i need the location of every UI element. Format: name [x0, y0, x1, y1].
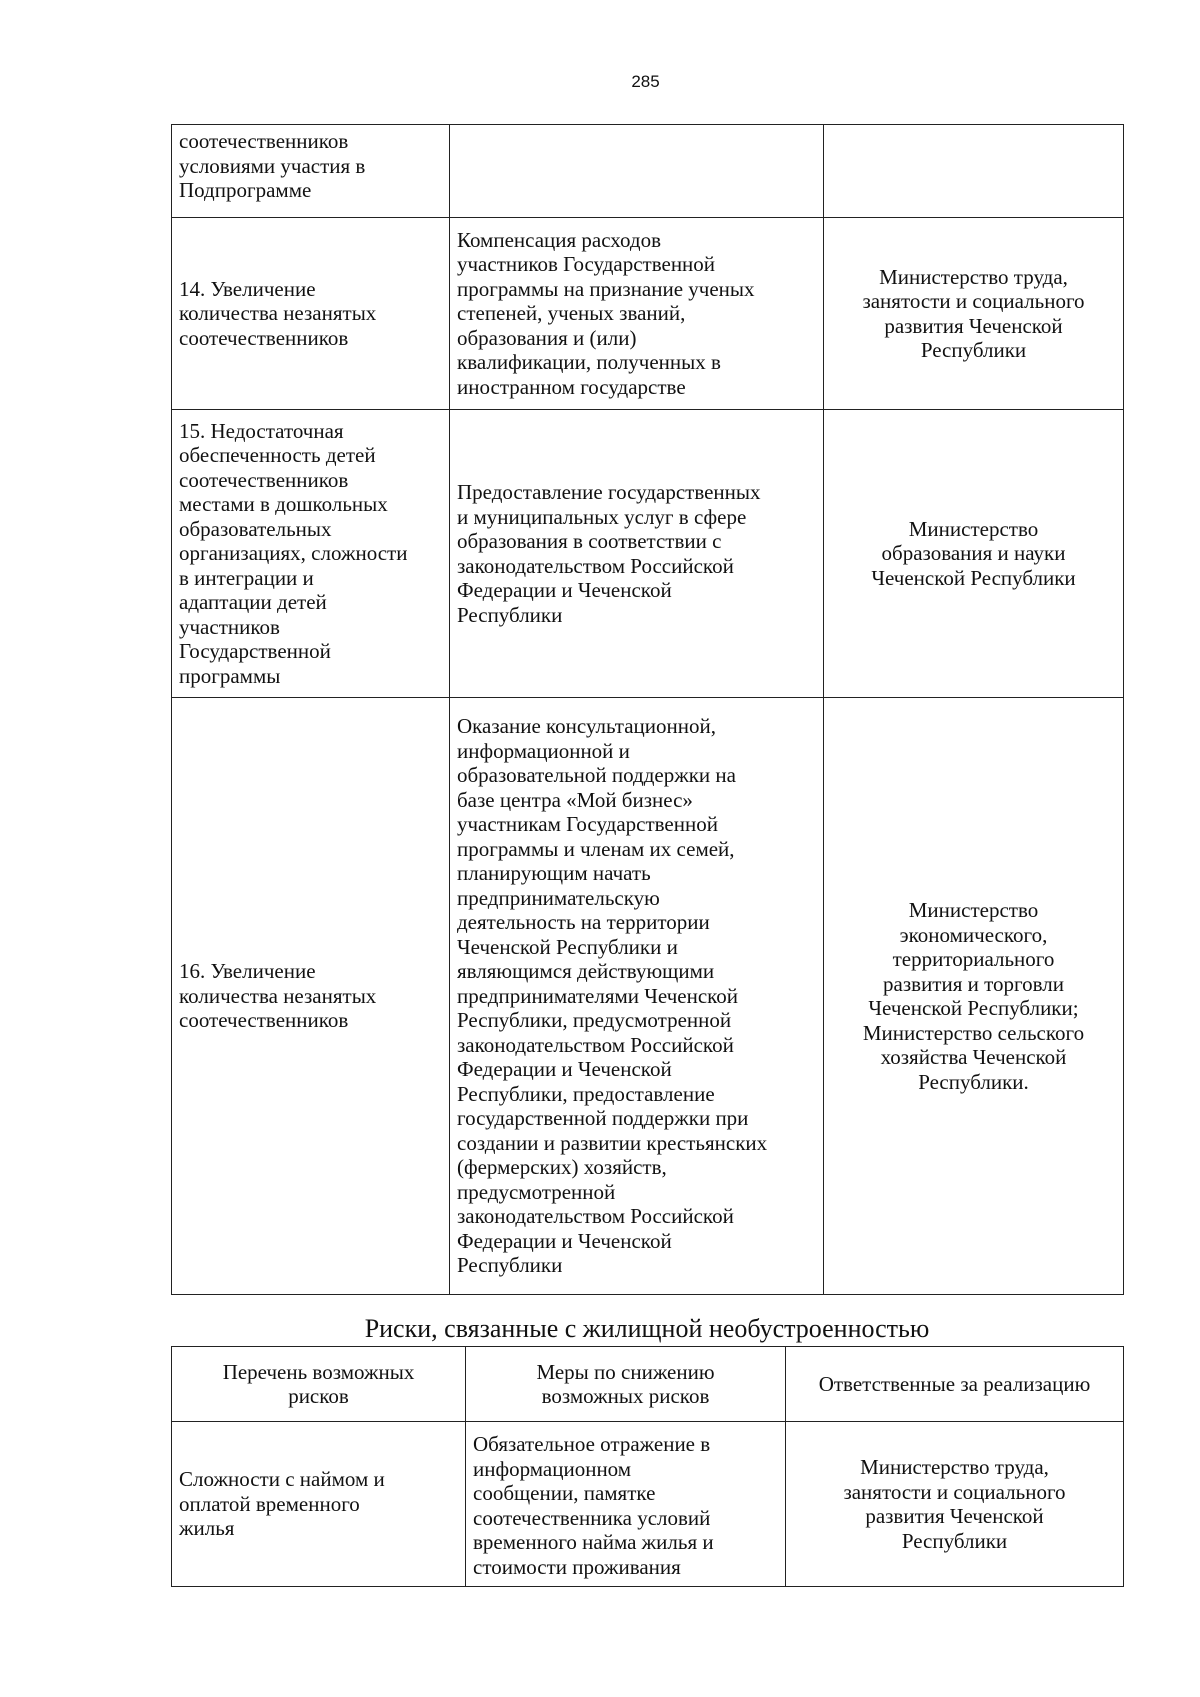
measure-cell: Оказание консультационной, информационной и образовательной поддержки на базе центра «Мой бизнес» участникам Государственной программы и членам их семей, планирующим начать предпринимательскую деятельность на территории Чеченской Республики и являющимся действующими предпринимателями Чеченской Республики, предусмотренной законодательством Российской Федерации и Чеченской Республики, предоставление государственной поддержки при создании и развитии крестьянских (фермерских) хозяйств, предусмотренной законодательством Российской Федерации и Чеченской Республики [450, 698, 824, 1295]
page-number: 285 [631, 72, 660, 91]
measure-cell: Обязательное отражение в информационном сообщении, памятке соотечественника условий временного найма жилья и стоимости проживания [466, 1422, 786, 1587]
table-row [172, 410, 1124, 698]
table-row [172, 698, 1124, 1295]
responsible-cell: Министерство экономического, территориального развития и торговли Чеченской Республики; Министерство сельского хозяйства Чеченской Республики. [824, 698, 1124, 1295]
measure-cell [450, 125, 824, 218]
measure-cell: Предоставление государственных и муниципальных услуг в сфере образования в соответствии с законодательством Российской Федерации и Чеченской Республики [450, 410, 824, 698]
table-header-row [172, 1347, 1124, 1422]
responsible-cell: Министерство труда, занятости и социального развития Чеченской Республики [824, 218, 1124, 410]
responsible-cell: Министерство труда, занятости и социального развития Чеченской Республики [786, 1422, 1124, 1587]
responsible-cell: Министерство образования и науки Чеченской Республики [824, 410, 1124, 698]
housing-risks-table [171, 1346, 1124, 1587]
column-header: Ответственные за реализацию [786, 1347, 1124, 1422]
risk-cell: Сложности с наймом и оплатой временного жилья [172, 1422, 466, 1587]
table-row [172, 1422, 1124, 1587]
measure-cell: Компенсация расходов участников Государственной программы на признание ученых степеней, ученых званий, образования и (или) квалификации, полученных в иностранном государстве [450, 218, 824, 410]
risk-cell: соотечественников условиями участия в Подпрограмме [172, 125, 450, 218]
column-header: Перечень возможных рисков [172, 1347, 466, 1422]
column-header: Меры по снижению возможных рисков [466, 1347, 786, 1422]
risk-cell: 14. Увеличение количества незанятых соотечественников [172, 218, 450, 410]
responsible-cell [824, 125, 1124, 218]
risk-cell: 15. Недостаточная обеспеченность детей соотечественников местами в дошкольных образовательных организациях, сложности в интеграции и адаптации детей участников Государственной программы [172, 410, 450, 698]
risks-table [171, 124, 1124, 1295]
table-row [172, 218, 1124, 410]
table-row [172, 125, 1124, 218]
section-title: Риски, связанные с жилищной необустроенностью [364, 1314, 930, 1343]
risk-cell: 16. Увеличение количества незанятых соотечественников [172, 698, 450, 1295]
